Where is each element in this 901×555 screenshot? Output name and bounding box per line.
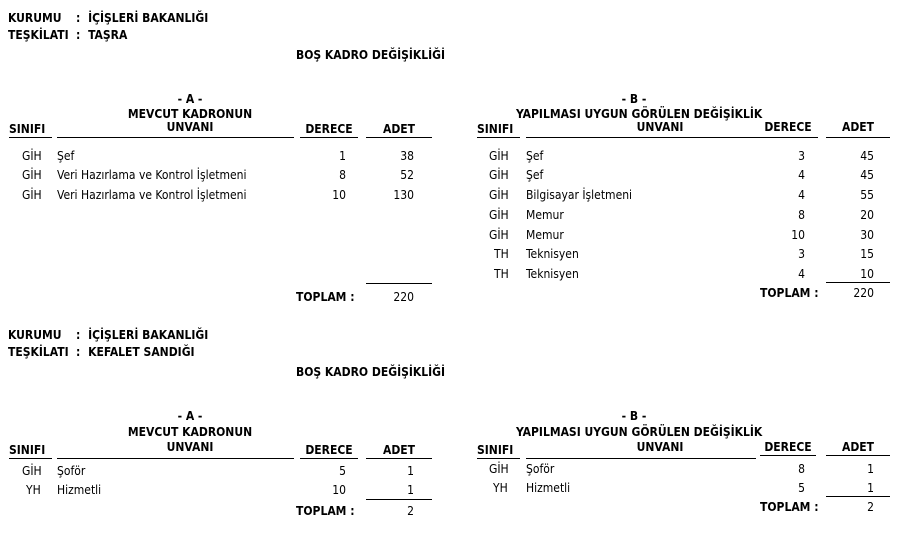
cell-adet: 1 (867, 481, 874, 495)
cell-unvani: Teknisyen (526, 267, 579, 281)
cell-adet: 45 (860, 149, 874, 163)
cell-sinifi: GİH (489, 168, 509, 182)
cell-unvani: Memur (526, 228, 564, 242)
teskilati-line: TEŞKİLATI : TAŞRA (8, 28, 128, 42)
cell-unvani: Şef (57, 149, 75, 163)
table-heading: YAPILMASI UYGUN GÖRÜLEN DEĞİŞİKLİK (516, 107, 763, 121)
cell-derece: 4 (798, 168, 805, 182)
cell-sinifi: GİH (489, 208, 509, 222)
toplam-value: 2 (407, 504, 414, 518)
cell-adet: 1 (407, 483, 414, 497)
teskilati-line: TEŞKİLATI : KEFALET SANDIĞI (8, 345, 195, 359)
cell-derece: 5 (798, 481, 805, 495)
table-heading: MEVCUT KADRONUN (127, 425, 253, 439)
table-heading: MEVCUT KADRONUN (127, 107, 253, 121)
table-letter: - B - (621, 92, 647, 106)
cell-adet: 55 (860, 188, 874, 202)
kurumu-label: KURUMU (8, 11, 62, 25)
col-header-sinifi: SINIFI (9, 443, 46, 457)
col-header-adet: ADET (382, 443, 416, 457)
cell-sinifi: GİH (22, 464, 42, 478)
toplam-value: 220 (393, 290, 414, 304)
cell-derece: 8 (798, 462, 805, 476)
cell-unvani: Hizmetli (57, 483, 102, 497)
table-letter: - A - (177, 409, 203, 423)
cell-sinifi: TH (494, 267, 509, 281)
cell-unvani: Şoför (526, 462, 555, 476)
cell-sinifi: YH (493, 481, 508, 495)
kurumu-value: İÇİŞLERİ BAKANLIĞI (88, 11, 209, 25)
toplam-label: TOPLAM : (760, 286, 819, 300)
kurumu-value: İÇİŞLERİ BAKANLIĞI (88, 328, 209, 342)
cell-sinifi: GİH (489, 228, 509, 242)
cell-derece: 8 (798, 208, 805, 222)
teskilati-label: TEŞKİLATI (8, 345, 69, 359)
toplam-value: 2 (867, 500, 874, 514)
cell-unvani: Şoför (57, 464, 86, 478)
toplam-value: 220 (853, 286, 874, 300)
cell-unvani: Memur (526, 208, 564, 222)
cell-adet: 1 (407, 464, 414, 478)
col-header-derece: DERECE (764, 440, 812, 454)
table-letter: - B - (621, 409, 647, 423)
cell-sinifi: GİH (22, 188, 42, 202)
col-header-sinifi: SINIFI (9, 122, 46, 136)
col-header-unvani: UNVANI (636, 440, 684, 454)
cell-derece: 8 (339, 168, 346, 182)
toplam-label: TOPLAM : (296, 504, 355, 518)
kurumu-line: KURUMU : İÇİŞLERİ BAKANLIĞI (8, 11, 209, 25)
teskilati-value: KEFALET SANDIĞI (88, 345, 195, 359)
teskilati-value: TAŞRA (88, 28, 128, 42)
kurumu-line: KURUMU : İÇİŞLERİ BAKANLIĞI (8, 328, 209, 342)
cell-derece: 3 (798, 149, 805, 163)
cell-adet: 1 (867, 462, 874, 476)
col-header-derece: DERECE (764, 120, 812, 134)
col-header-derece: DERECE (305, 122, 353, 136)
cell-derece: 10 (332, 483, 346, 497)
cell-derece: 4 (798, 267, 805, 281)
toplam-label: TOPLAM : (760, 500, 819, 514)
cell-derece: 5 (339, 464, 346, 478)
cell-adet: 30 (860, 228, 874, 242)
cell-unvani: Veri Hazırlama ve Kontrol İşletmeni (57, 188, 247, 202)
kurumu-label: KURUMU (8, 328, 62, 342)
cell-sinifi: GİH (489, 462, 509, 476)
cell-adet: 10 (860, 267, 874, 281)
cell-adet: 20 (860, 208, 874, 222)
col-header-derece: DERECE (305, 443, 353, 457)
cell-unvani: Veri Hazırlama ve Kontrol İşletmeni (57, 168, 247, 182)
toplam-label: TOPLAM : (296, 290, 355, 304)
cell-adet: 130 (393, 188, 414, 202)
cell-sinifi: YH (26, 483, 41, 497)
cell-derece: 3 (798, 247, 805, 261)
cell-sinifi: GİH (489, 188, 509, 202)
cell-unvani: Bilgisayar İşletmeni (526, 188, 633, 202)
col-header-unvani: UNVANI (166, 120, 214, 134)
cell-derece: 1 (339, 149, 346, 163)
cell-sinifi: GİH (22, 168, 42, 182)
table-letter: - A - (177, 92, 203, 106)
col-header-adet: ADET (382, 122, 416, 136)
cell-unvani: Şef (526, 149, 544, 163)
cell-derece: 10 (791, 228, 805, 242)
cell-adet: 38 (400, 149, 414, 163)
col-header-unvani: UNVANI (166, 440, 214, 454)
cell-unvani: Hizmetli (526, 481, 571, 495)
section-title: BOŞ KADRO DEĞİŞİKLİĞİ (296, 365, 446, 379)
section-title: BOŞ KADRO DEĞİŞİKLİĞİ (296, 48, 446, 62)
table-heading: YAPILMASI UYGUN GÖRÜLEN DEĞİŞİKLİK (516, 425, 763, 439)
cell-sinifi: GİH (489, 149, 509, 163)
col-header-sinifi: SINIFI (477, 443, 514, 457)
cell-adet: 45 (860, 168, 874, 182)
col-header-sinifi: SINIFI (477, 122, 514, 136)
cell-unvani: Teknisyen (526, 247, 579, 261)
col-header-adet: ADET (841, 440, 875, 454)
cell-sinifi: TH (494, 247, 509, 261)
col-header-unvani: UNVANI (636, 120, 684, 134)
cell-sinifi: GİH (22, 149, 42, 163)
col-header-adet: ADET (841, 120, 875, 134)
cell-unvani: Şef (526, 168, 544, 182)
cell-derece: 4 (798, 188, 805, 202)
cell-adet: 15 (860, 247, 874, 261)
teskilati-label: TEŞKİLATI (8, 28, 69, 42)
cell-adet: 52 (400, 168, 414, 182)
cell-derece: 10 (332, 188, 346, 202)
